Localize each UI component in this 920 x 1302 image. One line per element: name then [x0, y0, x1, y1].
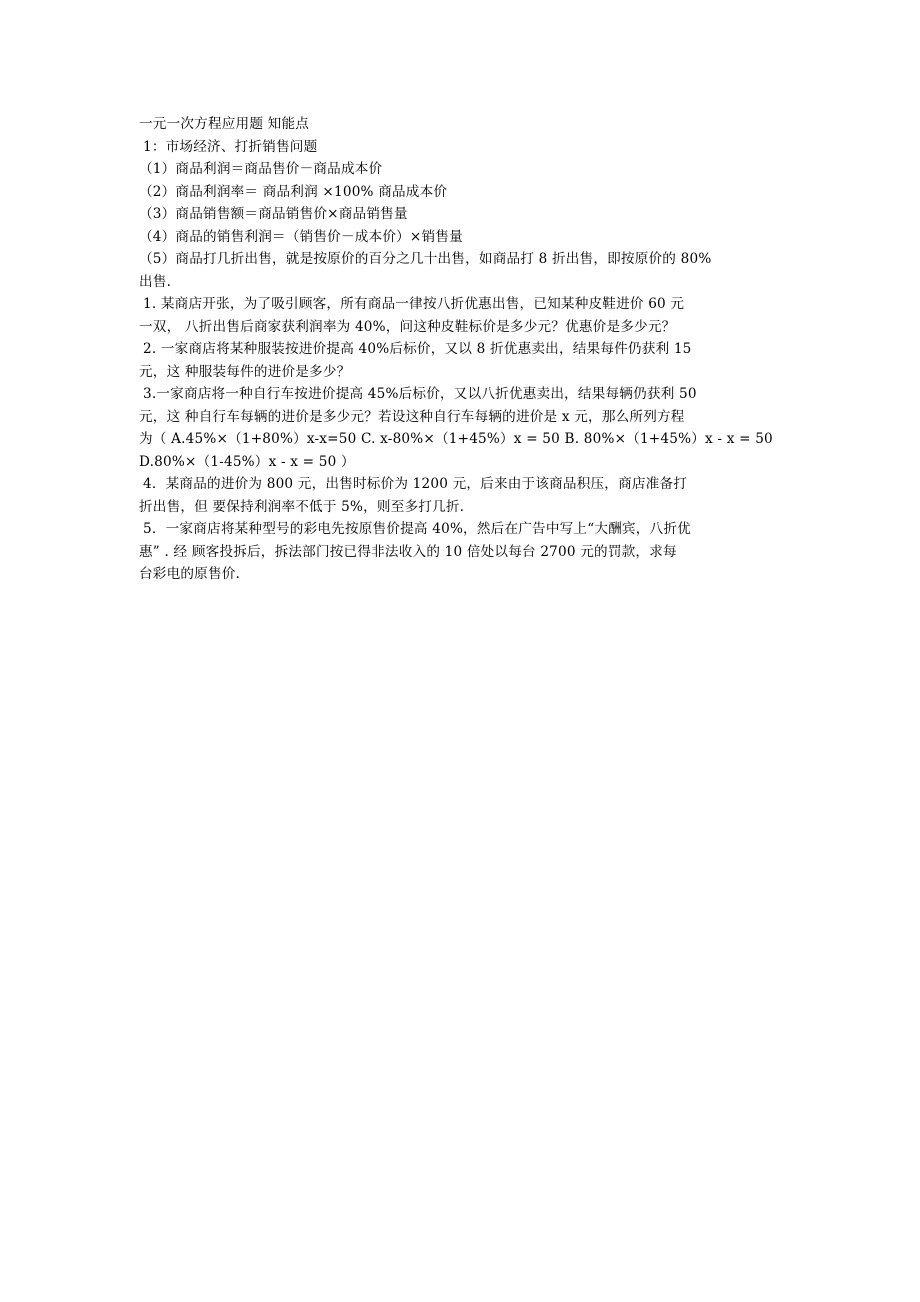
- problem-3-line: 为（ A.45%×（1+80%）x-x=50 C. x-80%×（1+45%）x = 50 B. 80%×（1+45%）x - x = 50: [139, 431, 773, 447]
- problem-4-line: 折出售，但 要保持利润率不低于 5%，则至多打几折.: [139, 498, 465, 515]
- formula-line: （5）商品打几折出售，就是按原价的百分之几十出售，如商品打 8 折出售，即按原价的 80%: [139, 251, 712, 267]
- problem-5-line: 台彩电的原售价.: [139, 566, 241, 582]
- formula-line: （3）商品销售额＝商品销售价×商品销售量: [139, 206, 408, 222]
- formula-line: （1）商品利润＝商品售价－商品成本价: [139, 161, 383, 177]
- problem-2-line: 元，这 种服装每件的进价是多少？: [139, 363, 351, 380]
- section-heading: 1：市场经济、打折销售问题: [143, 138, 318, 155]
- problem-1-line: 一双， 八折出售后商家获利润率为 40%，问这种皮鞋标价是多少元？优惠价是多少元？: [139, 318, 676, 335]
- problem-5-line: 5．一家商店将某种型号的彩电先按原售价提高 40%，然后在广告中写上“大酬宾，八折优: [143, 521, 691, 537]
- problem-4-line: 4．某商品的进价为 800 元，出售时标价为 1200 元，后来由于该商品积压，商店准备打: [143, 476, 688, 492]
- formula-line: （2）商品利润率＝ 商品利润 ×100% 商品成本价: [139, 183, 448, 200]
- document-body: [139, 113, 789, 586]
- document-title: 一元一次方程应用题 知能点: [139, 116, 310, 132]
- problem-2-line: 2. 一家商店将某种服装按进价提高 40%后标价，又以 8 折优惠卖出，结果每件仍获利 15: [143, 341, 692, 357]
- problem-3-line: 3.一家商店将一种自行车按进价提高 45%后标价，又以八折优惠卖出，结果每辆仍获利 50: [143, 386, 697, 402]
- problem-3-line: D.80%×（1-45%）x - x = 50 ）: [139, 453, 355, 470]
- problem-5-line: 惠” . 经 顾客投拆后，拆法部门按已得非法收入的 10 倍处以每台 2700 元的罚款，求每: [139, 543, 677, 560]
- problem-3-line: 元，这 种自行车每辆的进价是多少元？若设这种自行车每辆的进价是 x 元，那么所列方程: [139, 408, 685, 425]
- problem-1-line: 1. 某商店开张，为了吸引顾客，所有商品一律按八折优惠出售，已知某种皮鞋进价 60 元: [143, 296, 685, 312]
- formula-line: 出售.: [139, 273, 172, 290]
- formula-line: （4）商品的销售利润＝（销售价－成本价）×销售量: [139, 228, 463, 245]
